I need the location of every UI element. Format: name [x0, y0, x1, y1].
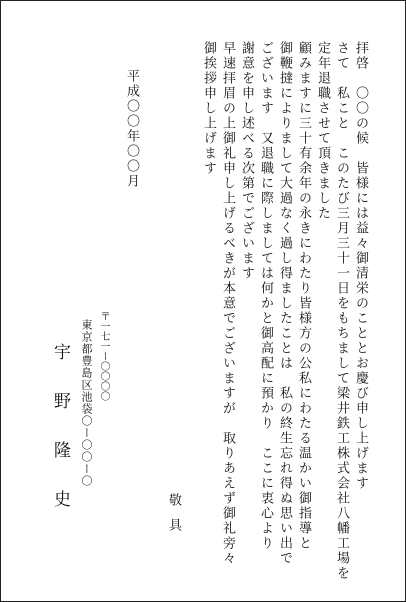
body-line-7: 謝意を申し述べる次第でございます: [239, 41, 254, 281]
body-line-9: 御挨拶申し上げます: [201, 41, 216, 176]
body-line-6: ございます 又退職に際しましては何かと御高配に預かり ここに衷心より: [258, 41, 273, 551]
sender-name: 宇野隆史: [50, 343, 70, 539]
body-line-1: 拝啓 〇〇の候 皆様には益々御清栄のこととお慶び申し上げます: [353, 41, 368, 491]
body-line-4: 顧みますに三十有余年の永きにわたり皆様方の公私にわたる温かい御指導と: [296, 41, 311, 551]
postal-code: 〒一七一ー〇〇〇〇: [98, 311, 109, 401]
body-line-8: 早速拝眉の上御礼申し上げるべきが本意でございますが 取りあえず御礼旁々: [220, 41, 235, 566]
body-line-5: 御鞭撻によりまして大過なく過し得ましたことは 私の終生忘れ得ぬ思い出で: [277, 41, 292, 566]
letter-date: 平成〇〇年〇〇月: [124, 69, 139, 189]
body-line-3: 定年退職させて頂きました: [315, 41, 330, 221]
body-line-2: さて 私こと このたび三月三十一日をもちまして梁井鉄工株式会社八幡工場を: [334, 41, 349, 581]
sender-address: 東京都豊島区池袋〇ー〇〇ー〇: [80, 319, 93, 487]
closing-keigu: 敬具: [166, 493, 181, 543]
